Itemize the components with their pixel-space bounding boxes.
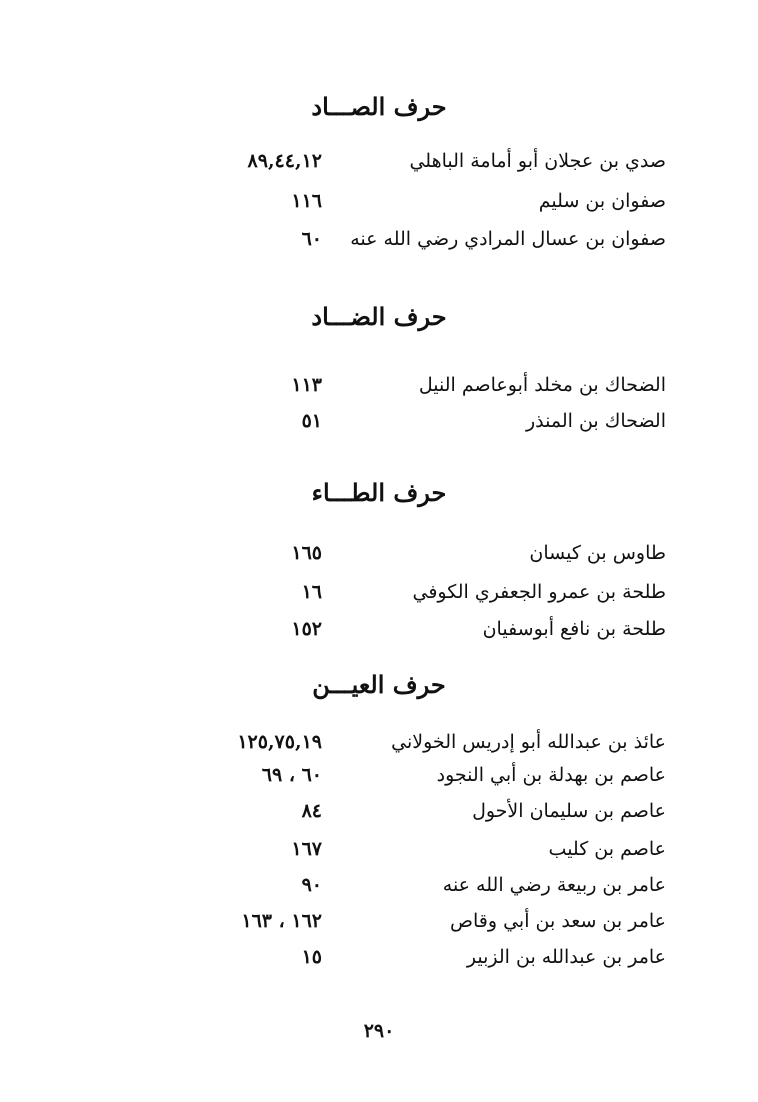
entry-name: عاصم بن بهدلة بن أبي النجود (436, 764, 666, 786)
entry-pages: ١٦٥ (291, 542, 322, 564)
entry-pages: ١٢٥,٧٥,١٩ (237, 731, 322, 753)
index-entry (0, 577, 758, 607)
entry-name: طلحة بن عمرو الجعفري الكوفي (412, 581, 666, 603)
entry-pages: ١١٣ (291, 374, 322, 396)
index-entry (0, 146, 758, 176)
entry-pages: ١٦٧ (291, 838, 322, 860)
index-entry (0, 614, 758, 644)
entry-pages: ١٦٢ ، ١٦٣ (241, 910, 322, 932)
index-entry (0, 942, 758, 972)
entry-name: طاوس بن كيسان (529, 542, 666, 564)
entry-name: عاصم بن كليب (548, 838, 666, 860)
section-title-ta: حرف الطـــاء (311, 478, 447, 507)
index-entry (0, 538, 758, 568)
entry-name: عامر بن ربيعة رضي الله عنه (442, 874, 666, 896)
entry-pages: ١٦ (301, 581, 322, 603)
index-entry (0, 406, 758, 436)
index-entry (0, 796, 758, 826)
entry-pages: ٨٤ (301, 800, 322, 822)
entry-pages: ١٥ (301, 946, 322, 968)
index-entry (0, 870, 758, 900)
entry-pages: ٩٠ (301, 874, 322, 896)
section-title-sad: حرف الصـــاد (311, 92, 447, 121)
section-title-dad: حرف الضـــاد (311, 302, 447, 331)
index-entry (0, 186, 758, 216)
entry-name: عاصم بن سليمان الأحول (472, 800, 666, 822)
entry-name: طلحة بن نافع أبوسفيان (482, 618, 666, 640)
index-entry (0, 224, 758, 254)
entry-name: صدي بن عجلان أبو أمامة الباهلي (409, 150, 666, 172)
entry-pages: ٨٩,٤٤,١٢ (247, 150, 322, 172)
entry-name: عائذ بن عبدالله أبو إدريس الخولاني (391, 731, 666, 753)
entry-name: عامر بن سعد بن أبي وقاص (450, 910, 666, 932)
entry-pages: ١١٦ (291, 190, 322, 212)
entry-name: صفوان بن سليم (538, 190, 666, 212)
entry-name: صفوان بن عسال المرادي رضي الله عنه (350, 228, 666, 250)
entry-pages: ٦٠ (301, 228, 322, 250)
entry-name: عامر بن عبدالله بن الزبير (466, 946, 666, 968)
index-entry (0, 370, 758, 400)
entry-pages: ٥١ (301, 410, 322, 432)
index-entry (0, 760, 758, 790)
index-entry (0, 727, 758, 757)
page-number: ٢٩٠ (363, 1020, 395, 1042)
index-entry (0, 834, 758, 864)
section-title-ayn: حرف العيـــن (312, 670, 446, 699)
entry-name: الضحاك بن المنذر (525, 410, 666, 432)
entry-pages: ١٥٢ (291, 618, 322, 640)
index-entry (0, 906, 758, 936)
entry-name: الضحاك بن مخلد أبوعاصم النيل (418, 374, 666, 396)
entry-pages: ٦٠ ، ٦٩ (261, 764, 322, 786)
